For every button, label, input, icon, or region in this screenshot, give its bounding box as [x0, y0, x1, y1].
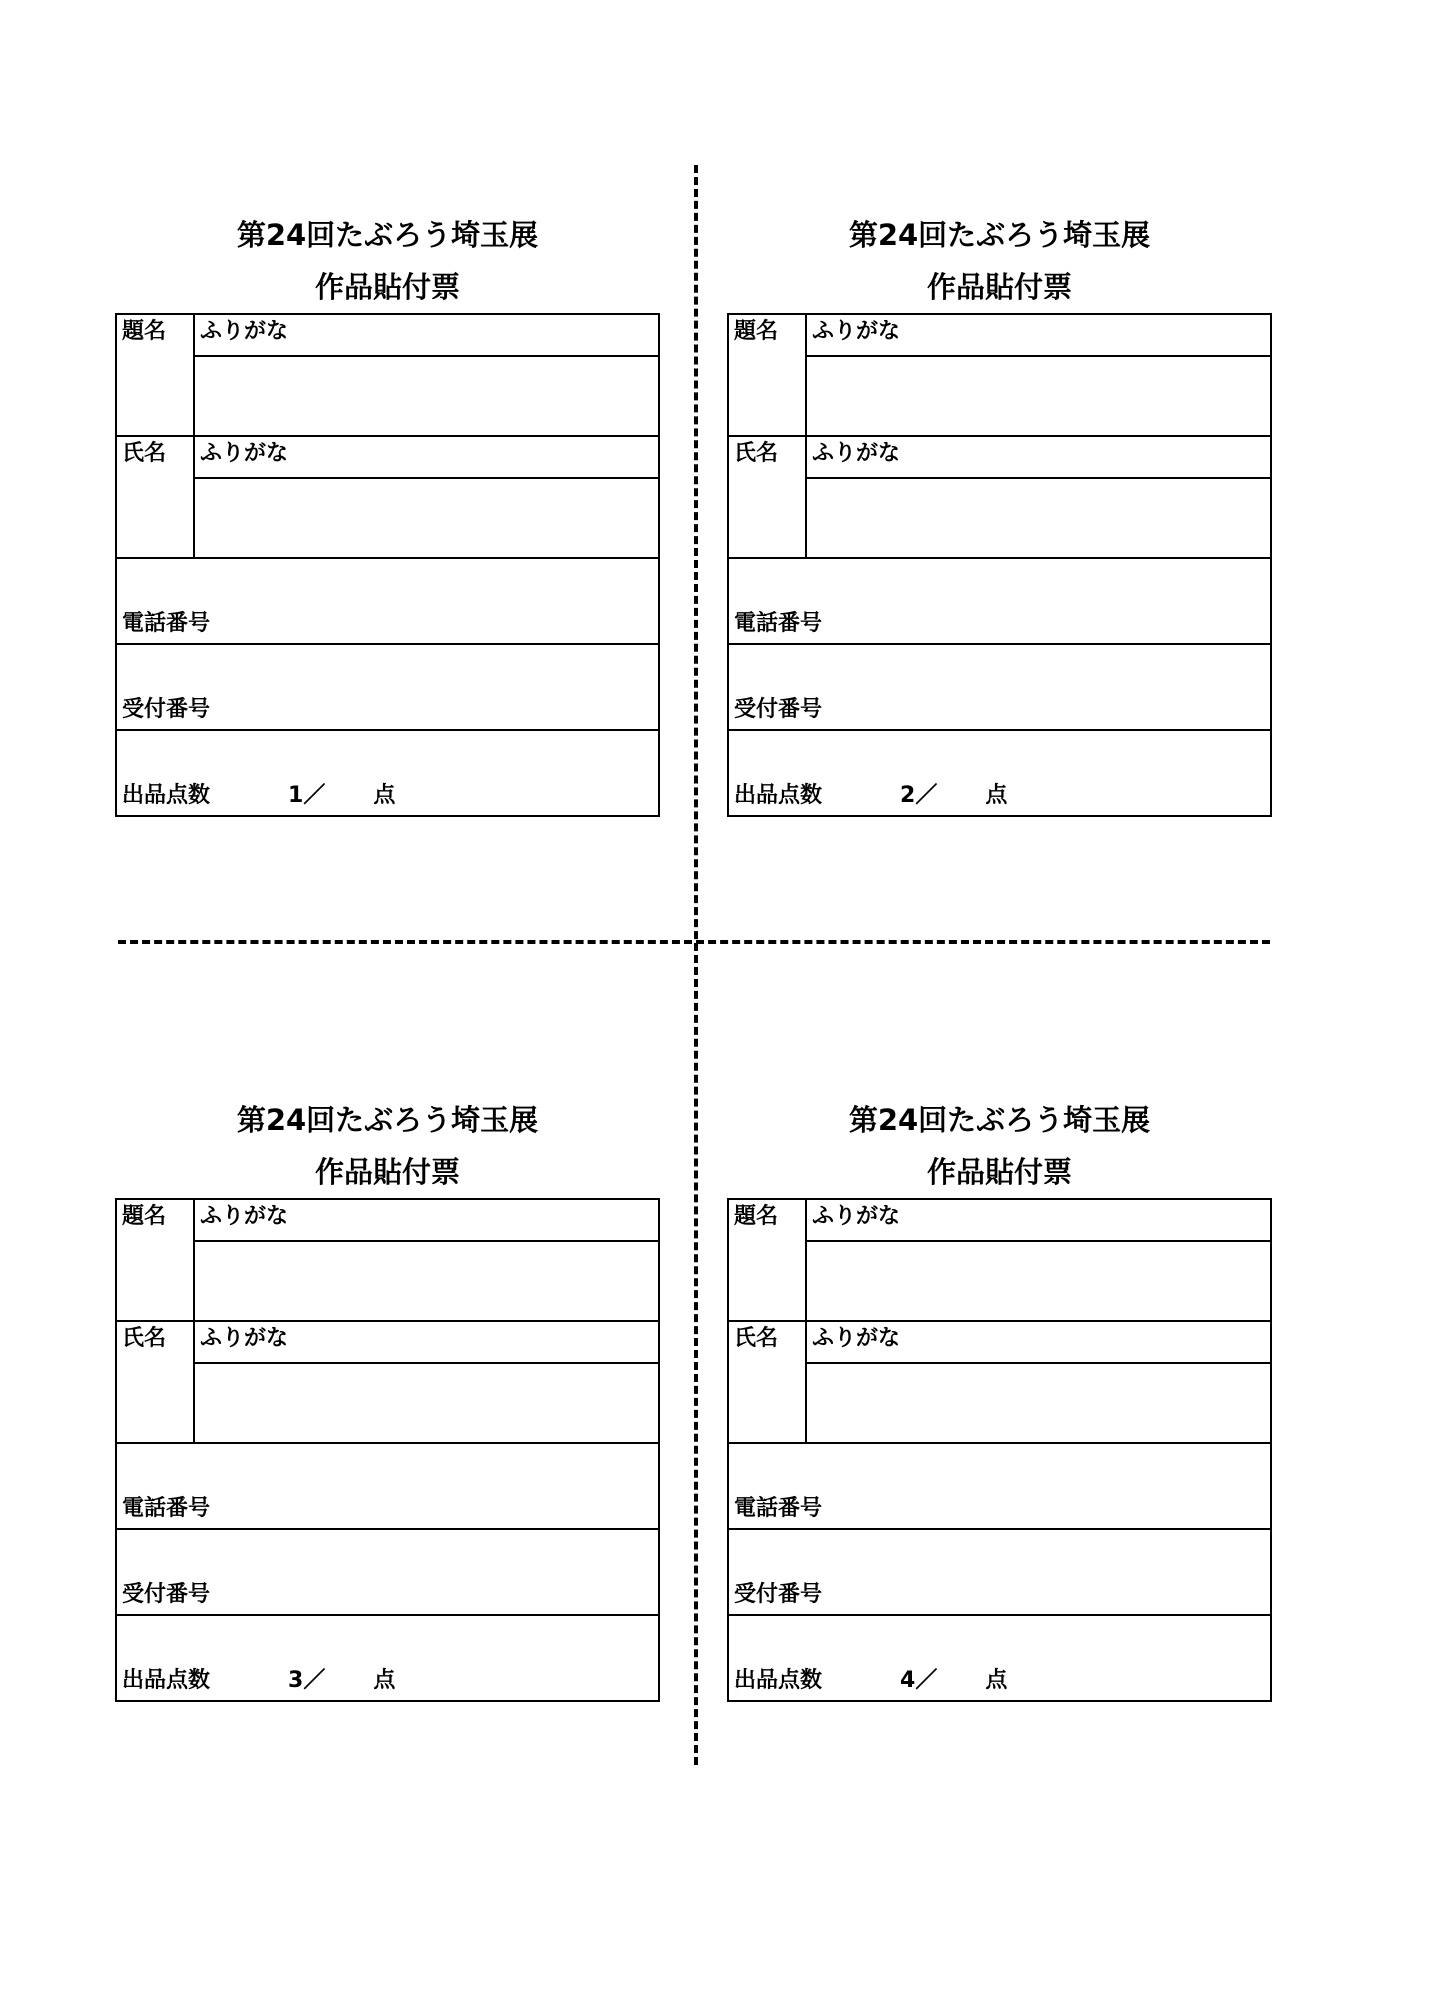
- label-card-1: [115, 215, 660, 817]
- name-field[interactable]: [806, 1363, 1271, 1443]
- label-card-3: [115, 1100, 660, 1702]
- phone-label: 電話番号: [122, 1496, 211, 1521]
- phone-field[interactable]: [116, 1443, 659, 1529]
- name-label: 氏名: [728, 436, 806, 558]
- horizontal-cut-line: [118, 940, 1270, 944]
- form-subtitle: 作品貼付票: [314, 270, 460, 304]
- title-label: 題名: [728, 314, 806, 436]
- name-furigana-field[interactable]: ふりがな: [194, 436, 659, 478]
- count-unit: 点: [373, 783, 396, 808]
- count-field[interactable]: [728, 1615, 1271, 1701]
- reception-field[interactable]: [116, 1529, 659, 1615]
- name-field[interactable]: [194, 1363, 659, 1443]
- form-subtitle: 作品貼付票: [926, 1155, 1072, 1189]
- title-field[interactable]: [806, 356, 1271, 436]
- exhibition-title: 第24回たぶろう埼玉展: [236, 1103, 539, 1137]
- title-furigana-field[interactable]: ふりがな: [194, 1199, 659, 1241]
- reception-label: 受付番号: [734, 1582, 823, 1607]
- count-value: 1／: [288, 783, 326, 808]
- title-label: 題名: [116, 314, 194, 436]
- count-unit: 点: [985, 783, 1008, 808]
- count-label: 出品点数: [122, 1668, 211, 1693]
- title-label: 題名: [728, 1199, 806, 1321]
- phone-label: 電話番号: [734, 1496, 823, 1521]
- count-label: 出品点数: [734, 783, 823, 808]
- title-label: 題名: [116, 1199, 194, 1321]
- title-field[interactable]: [194, 1241, 659, 1321]
- exhibition-title: 第24回たぶろう埼玉展: [236, 218, 539, 252]
- count-label: 出品点数: [734, 1668, 823, 1693]
- count-value: 2／: [900, 783, 938, 808]
- reception-field[interactable]: [728, 1529, 1271, 1615]
- title-field[interactable]: [194, 356, 659, 436]
- count-value: 3／: [288, 1668, 326, 1693]
- label-form-table: [115, 1198, 660, 1702]
- phone-field[interactable]: [116, 558, 659, 644]
- exhibition-title: 第24回たぶろう埼玉展: [848, 218, 1151, 252]
- label-form-table: [727, 313, 1272, 817]
- phone-label: 電話番号: [122, 611, 211, 636]
- count-label: 出品点数: [122, 783, 211, 808]
- title-furigana-field[interactable]: ふりがな: [194, 314, 659, 356]
- reception-field[interactable]: [116, 644, 659, 730]
- reception-label: 受付番号: [734, 697, 823, 722]
- exhibition-title: 第24回たぶろう埼玉展: [848, 1103, 1151, 1137]
- name-label: 氏名: [728, 1321, 806, 1443]
- count-field[interactable]: [116, 1615, 659, 1701]
- reception-label: 受付番号: [122, 1582, 211, 1607]
- count-value: 4／: [900, 1668, 938, 1693]
- name-furigana-field[interactable]: ふりがな: [194, 1321, 659, 1363]
- form-subtitle: 作品貼付票: [926, 270, 1072, 304]
- name-furigana-field[interactable]: ふりがな: [806, 1321, 1271, 1363]
- count-unit: 点: [373, 1668, 396, 1693]
- label-form-table: [727, 1198, 1272, 1702]
- name-field[interactable]: [806, 478, 1271, 558]
- name-field[interactable]: [194, 478, 659, 558]
- reception-field[interactable]: [728, 644, 1271, 730]
- title-furigana-field[interactable]: ふりがな: [806, 314, 1271, 356]
- vertical-cut-line: [694, 165, 698, 1765]
- reception-label: 受付番号: [122, 697, 211, 722]
- name-label: 氏名: [116, 1321, 194, 1443]
- count-unit: 点: [985, 1668, 1008, 1693]
- label-form-table: [115, 313, 660, 817]
- phone-label: 電話番号: [734, 611, 823, 636]
- form-subtitle: 作品貼付票: [314, 1155, 460, 1189]
- name-furigana-field[interactable]: ふりがな: [806, 436, 1271, 478]
- count-field[interactable]: [116, 730, 659, 816]
- phone-field[interactable]: [728, 1443, 1271, 1529]
- name-label: 氏名: [116, 436, 194, 558]
- title-field[interactable]: [806, 1241, 1271, 1321]
- title-furigana-field[interactable]: ふりがな: [806, 1199, 1271, 1241]
- count-field[interactable]: [728, 730, 1271, 816]
- phone-field[interactable]: [728, 558, 1271, 644]
- label-card-4: [727, 1100, 1272, 1702]
- label-card-2: [727, 215, 1272, 817]
